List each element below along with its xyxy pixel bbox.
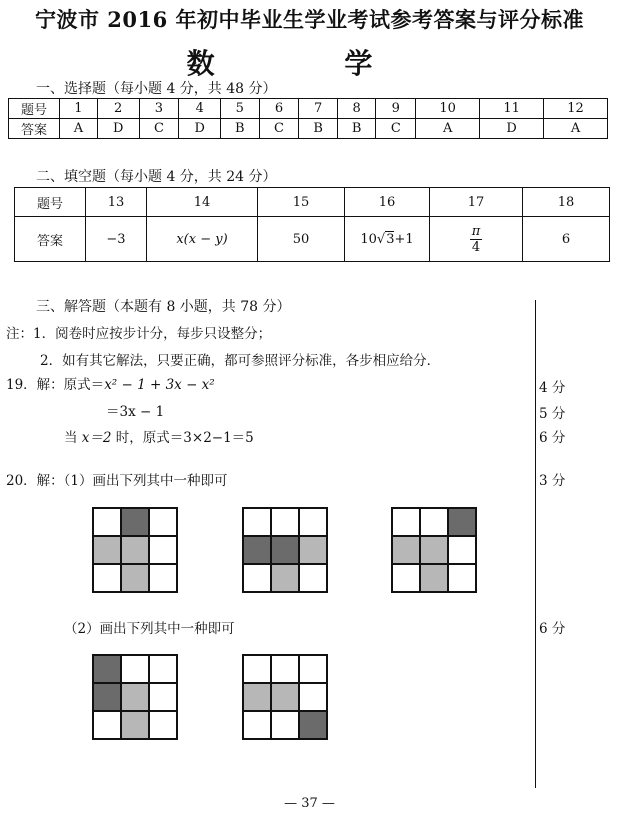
row-label-answer: 答案 [9, 119, 60, 139]
shaded-cell [299, 536, 327, 564]
grid-cell [392, 508, 420, 536]
row-label-answer: 答案 [15, 217, 86, 262]
grid-cell [121, 655, 149, 683]
grid-cell [448, 564, 476, 592]
answer-15: 50 [258, 217, 345, 262]
answer-17-fraction [470, 224, 483, 255]
q19-when: 当 [64, 430, 78, 446]
choice-answer-table [8, 98, 608, 139]
grid-cell [299, 508, 327, 536]
question-number: 11 [480, 99, 544, 119]
question-number: 18 [523, 188, 610, 217]
shaded-cell [121, 711, 149, 739]
question-number: 14 [147, 188, 258, 217]
grid-figure-2b [242, 654, 328, 740]
shaded-cell [121, 508, 149, 536]
choice-answer: A [544, 119, 608, 139]
q20-score-1: 3 分 [539, 473, 566, 489]
grid-cell [93, 508, 121, 536]
question-number: 4 [179, 99, 221, 119]
shaded-cell [271, 564, 299, 592]
grid-cell [243, 711, 271, 739]
grid-cell [420, 508, 448, 536]
choice-answer: C [259, 119, 299, 139]
shaded-cell [121, 536, 149, 564]
question-number: 15 [258, 188, 345, 217]
grid-cell [299, 683, 327, 711]
choice-answer: A [416, 119, 480, 139]
grid-cell [149, 683, 177, 711]
grid-cell [93, 711, 121, 739]
answer-18: 6 [523, 217, 610, 262]
grid-figure-1c [391, 507, 477, 593]
fill-answer-table [14, 187, 610, 262]
shaded-cell [93, 655, 121, 683]
answer-16-coef: 10 [360, 231, 377, 247]
shaded-cell [420, 564, 448, 592]
grid-cell [271, 508, 299, 536]
answer-13: −3 [86, 217, 147, 262]
answer-16 [345, 217, 430, 262]
choice-answer: A [60, 119, 98, 139]
question-number: 7 [299, 99, 337, 119]
question-number: 9 [376, 99, 416, 119]
q19-condition: x＝2 [81, 430, 112, 446]
grid-cell [271, 711, 299, 739]
grid-cell [271, 655, 299, 683]
score-divider-line [535, 300, 536, 788]
q19-score-3: 6 分 [539, 430, 566, 446]
q19-score-2: 5 分 [539, 406, 566, 422]
question-number: 12 [544, 99, 608, 119]
grid-figure-2a [92, 654, 178, 740]
note-2: 2．如有其它解法，只要正确，都可参照评分标准，各步相应给分． [40, 353, 441, 369]
answer-17-numerator: π [471, 223, 481, 239]
answer-14 [147, 217, 258, 262]
question-number: 3 [139, 99, 179, 119]
row-label-question: 题号 [15, 188, 86, 217]
choice-answer: C [139, 119, 179, 139]
section1-heading: 一、选择题（每小题 4 分，共 48 分） [36, 81, 277, 97]
grid-cell [149, 711, 177, 739]
answer-17-denominator: 4 [471, 239, 481, 255]
section2-heading: 二、填空题（每小题 4 分，共 24 分） [36, 169, 277, 185]
q19-score-1: 4 分 [539, 380, 566, 396]
shaded-cell [420, 536, 448, 564]
question-number: 10 [416, 99, 480, 119]
grid-cell [299, 564, 327, 592]
question-number: 5 [221, 99, 259, 119]
shaded-cell [392, 536, 420, 564]
shaded-cell [271, 536, 299, 564]
shaded-cell [243, 536, 271, 564]
grid-cell [243, 508, 271, 536]
q19-line1 [6, 373, 215, 393]
shaded-cell [271, 683, 299, 711]
grid-cell [149, 564, 177, 592]
subject-title: 数 学 [186, 47, 433, 80]
q19-line2: ＝3x − 1 [106, 404, 165, 420]
shaded-cell [121, 683, 149, 711]
choice-answer: B [337, 119, 375, 139]
choice-answer: D [179, 119, 221, 139]
shaded-cell [121, 564, 149, 592]
choice-answer: D [97, 119, 139, 139]
grid-figure-1b [242, 507, 328, 593]
choice-answer: D [480, 119, 544, 139]
shaded-cell [243, 683, 271, 711]
grid-cell [243, 564, 271, 592]
question-number: 17 [430, 188, 523, 217]
shaded-cell [93, 683, 121, 711]
q19-expression: x² − 1 + 3x − x² [104, 377, 215, 393]
row-label-question: 题号 [9, 99, 60, 119]
note-1: 注：1．阅卷时应按步计分，每步只设整分； [6, 326, 272, 342]
page-number: — 37 — [284, 796, 335, 811]
q20-score-2: 6 分 [539, 621, 566, 637]
answer-14-expr: x(x − y) [176, 231, 228, 247]
q20-part2-label: （2）画出下列其中一种即可 [64, 621, 235, 637]
question-number: 1 [60, 99, 98, 119]
q19-label: 19．解：原式＝ [6, 377, 105, 393]
grid-cell [299, 655, 327, 683]
answer-16-radicand: 3 [386, 231, 395, 247]
question-number: 6 [259, 99, 299, 119]
shaded-cell [299, 711, 327, 739]
question-number: 16 [345, 188, 430, 217]
shaded-cell [93, 536, 121, 564]
grid-cell [448, 536, 476, 564]
answer-16-tail: +1 [394, 231, 414, 247]
choice-answer: B [221, 119, 259, 139]
choice-answer: C [376, 119, 416, 139]
q19-result: 时，原式＝3×2−1＝5 [115, 430, 254, 446]
q20-part1-label: 20．解：（1）画出下列其中一种即可 [6, 473, 228, 489]
grid-figure-1a [92, 507, 178, 593]
grid-cell [149, 508, 177, 536]
question-number: 13 [86, 188, 147, 217]
grid-cell [93, 564, 121, 592]
choice-answer: B [299, 119, 337, 139]
answer-17 [430, 217, 523, 262]
question-number: 8 [337, 99, 375, 119]
grid-cell [392, 564, 420, 592]
shaded-cell [448, 508, 476, 536]
section3-heading: 三、解答题（本题有 8 小题，共 78 分） [36, 299, 291, 315]
question-number: 2 [97, 99, 139, 119]
grid-cell [149, 655, 177, 683]
grid-cell [243, 655, 271, 683]
page-title: 宁波市 2016 年初中毕业生学业考试参考答案与评分标准 [34, 7, 585, 32]
q19-line3 [64, 426, 254, 446]
grid-cell [149, 536, 177, 564]
sqrt-sign: √ [376, 231, 386, 247]
